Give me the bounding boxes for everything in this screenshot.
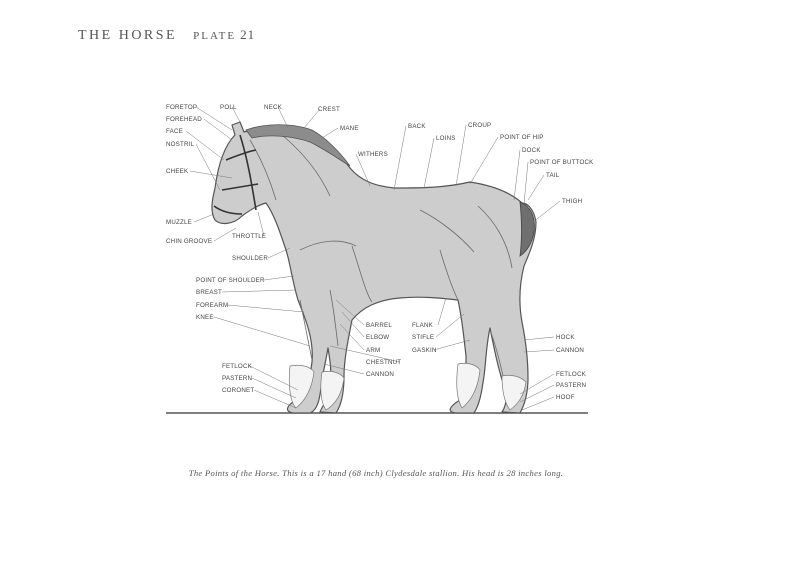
horse-feathering [289,363,526,410]
label-barrel: BARREL [366,322,392,329]
page-title: THE HORSE [78,28,178,43]
label-hock: HOCK [556,334,575,341]
label-hoof: HOOF [556,394,575,401]
label-face: FACE [166,128,183,135]
label-withers: WITHERS [358,151,388,158]
label-chin-groove: CHIN GROOVE [166,238,213,245]
plate-number: 21 [240,27,256,42]
label-flank: FLANK [412,322,433,329]
label-foretop: FORETOP [166,104,198,111]
label-arm: ARM [366,347,381,354]
plate-caption: The Points of the Horse. This is a 17 hand (68 inch) Clydesdale stallion. His head is 28 inches long. [188,468,564,478]
label-crest: CREST [318,106,340,113]
label-nostril: NOSTRIL [166,141,195,148]
label-throttle: THROTTLE [232,233,267,240]
plate-label: PLATE [193,30,237,42]
label-point-of-shoulder: POINT OF SHOULDER [196,277,265,284]
label-pastern-hind: PASTERN [556,382,587,389]
label-point-of-hip: POINT OF HIP [500,134,544,141]
label-chestnut: CHESTNUT [366,359,402,366]
label-croup: CROUP [468,122,492,129]
label-mane: MANE [340,125,359,132]
label-loins: LOINS [436,135,456,142]
label-muzzle: MUZZLE [166,219,192,226]
label-dock: DOCK [522,147,541,154]
label-knee: KNEE [196,314,214,321]
label-thigh: THIGH [562,198,583,205]
label-fetlock-fore: FETLOCK [222,363,252,370]
label-fetlock-hind: FETLOCK [556,371,586,378]
label-cannon-fore: CANNON [366,371,395,378]
label-coronet: CORONET [222,387,255,394]
label-gaskin: GASKIN [412,347,437,354]
label-stifle: STIFLE [412,334,435,341]
horse-illustration [212,122,536,413]
label-poll: POLL [220,104,237,111]
horse-body [212,122,536,413]
label-neck: NECK [264,104,282,111]
label-point-of-buttock: POINT OF BUTTOCK [530,159,594,166]
label-forearm: FOREARM [196,302,229,309]
label-forehead: FOREHEAD [166,116,202,123]
label-breast: BREAST [196,289,222,296]
label-cheek: CHEEK [166,168,189,175]
label-shoulder: SHOULDER [232,255,268,262]
label-tail: TAIL [546,172,560,179]
label-pastern-fore: PASTERN [222,375,253,382]
label-cannon-hind: CANNON [556,347,585,354]
label-back: BACK [408,123,426,130]
label-elbow: ELBOW [366,334,390,341]
